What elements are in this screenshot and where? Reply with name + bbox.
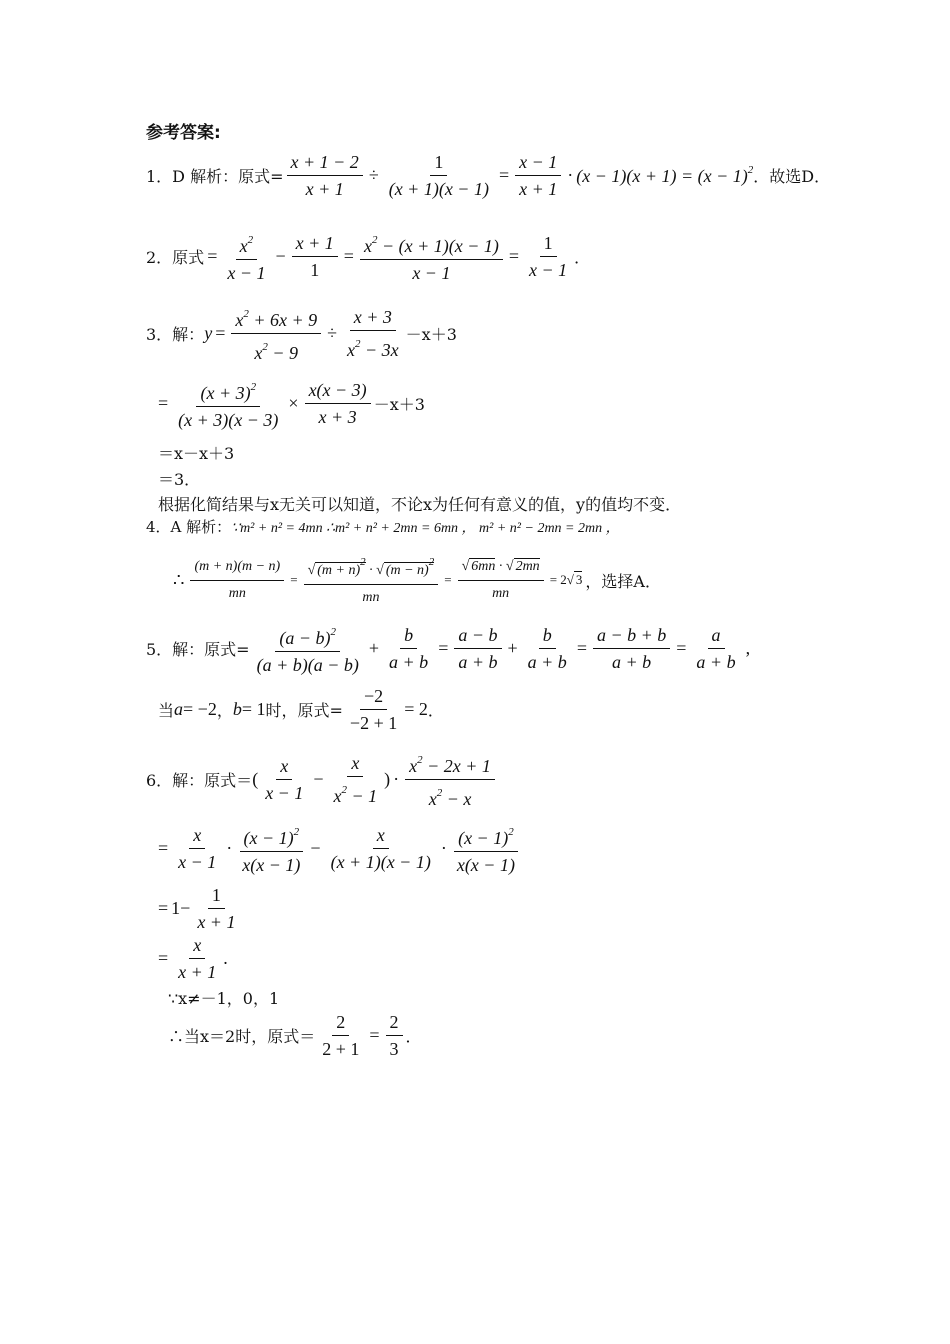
answer-6-step3: = $\frac{x}{x + 1}$ . [158,935,228,982]
answer-5-substitution: 当 a = −2 ， b = 1 时，原式= $\frac{-2}{-2 + 1}$ = 2 ． [158,686,444,733]
answer-3-line2: ＝3． [158,470,201,489]
answer-6-final: ∴当x＝2时，原式＝ $\frac{2}{2 + 1}$ = $\frac{2}{3}$ ． [168,1012,422,1059]
answer-6-ending: ． [405,1027,422,1046]
answer-6-final-pre: ∴当x＝2时，原式＝ [168,1027,316,1046]
answer-3-step: = $\frac{(x + 3)^2}{(x + 3)(x - 3)}$ × $\frac{x(x - 3)}{x + 3}$ －x＋3 [158,377,425,430]
answer-5-sub-pre: 当 [158,701,175,720]
answer-5: 5．解：原式= $\frac{(a - b)^2}{(a + b)(a - b)}$ + $\frac{b}{a + b}$ = $\frac{a - b}{a + b}$ + $\frac{b}{a + b}$ = $\frac{a - b + b}{a + b}$ = $\frac{a}{a + b}$ , [146,622,753,675]
answer-3-step-tail: －x＋3 [373,395,425,414]
answer-4-condition: ∵m² + n² = 4mn ∴m² + n² + 2mn = 6mn ， m² + n² − 2mn = 2mn ， [231,520,620,536]
answer-6-step2: = 1− $\frac{1}{x + 1}$ [158,885,236,932]
answer-6-condition: ∵x≠－1，0，1 [168,989,280,1008]
answer-6-label: 6．解：原式＝ [146,771,253,790]
answer-4-choose: ，选择A． [585,571,661,591]
answer-3-label: 3．解： [146,325,205,344]
answer-5-ending: ． [427,701,444,720]
answer-3: 3．解： y = $\frac{x^2 + 6x + 9}{x^2 - 9}$ ÷ $\frac{x + 3}{x^2 - 3x}$ －x＋3 [146,304,457,363]
answer-3-line1: ＝x－x＋3 [158,444,235,463]
answer-5-sub-post: 时，原式= [265,701,343,720]
answer-1-ending: ．故选D． [753,167,831,186]
answer-2-label: 2．原式 [146,248,205,267]
answer-4 [146,516,620,537]
answer-6: 6．解：原式＝ ( $\frac{x}{x - 1}$ − $\frac{x}{x^2 - 1}$ ) · $\frac{x^2 - 2x + 1}{x^2 - x}$ [146,750,498,809]
answer-3-tail: －x＋3 [405,325,457,344]
answer-5-label: 5．解：原式= [146,640,250,659]
answer-6-step1: = $\frac{x}{x - 1}$ · $\frac{(x - 1)^2}{x(x - 1)}$ − $\frac{x}{(x + 1)(x - 1)}$ · $\frac{(x - 1)^2}{x(x - 1)}$ [158,822,522,875]
page-title: 参考答案: [146,123,221,143]
answer-4-label: 4．A 解析： [146,518,232,536]
answer-2-ending: ． [574,248,591,267]
answer-1-label: 1．D 解析：原式= [146,167,284,186]
answer-3-conclusion: 根据化简结果与x无关可以知道，不论x为任何有意义的值，y的值均不变． [158,495,682,514]
answer-1: 1．D 解析：原式= $\frac{x + 1 - 2}{x + 1}$ ÷ $\frac{1}{(x + 1)(x - 1)}$ = $\frac{x - 1}{x + 1}$ · $(x - 1)(x + 1) = (x - 1)^2$ ．故选D． [146,152,831,199]
answer-4-step: ∴ $\frac{(m + n)(m - n)}{mn}$ = $\frac{√ (m + n)^2 \cdot √ (m - n)^2}{mn}$ = $\frac{√ 6mn \cdot √ 2mn}{mn}$ = 2√ 3 ，选择A． [170,552,661,608]
answer-2: 2．原式 = $\frac{x^2}{x - 1}$ − $\frac{x + 1}{1}$ = $\frac{x^2 - (x + 1)(x - 1)}{x - 1}$ = $\frac{1}{x - 1}$ ． [146,230,590,283]
answer-5-sub-mid: ， [216,701,233,720]
